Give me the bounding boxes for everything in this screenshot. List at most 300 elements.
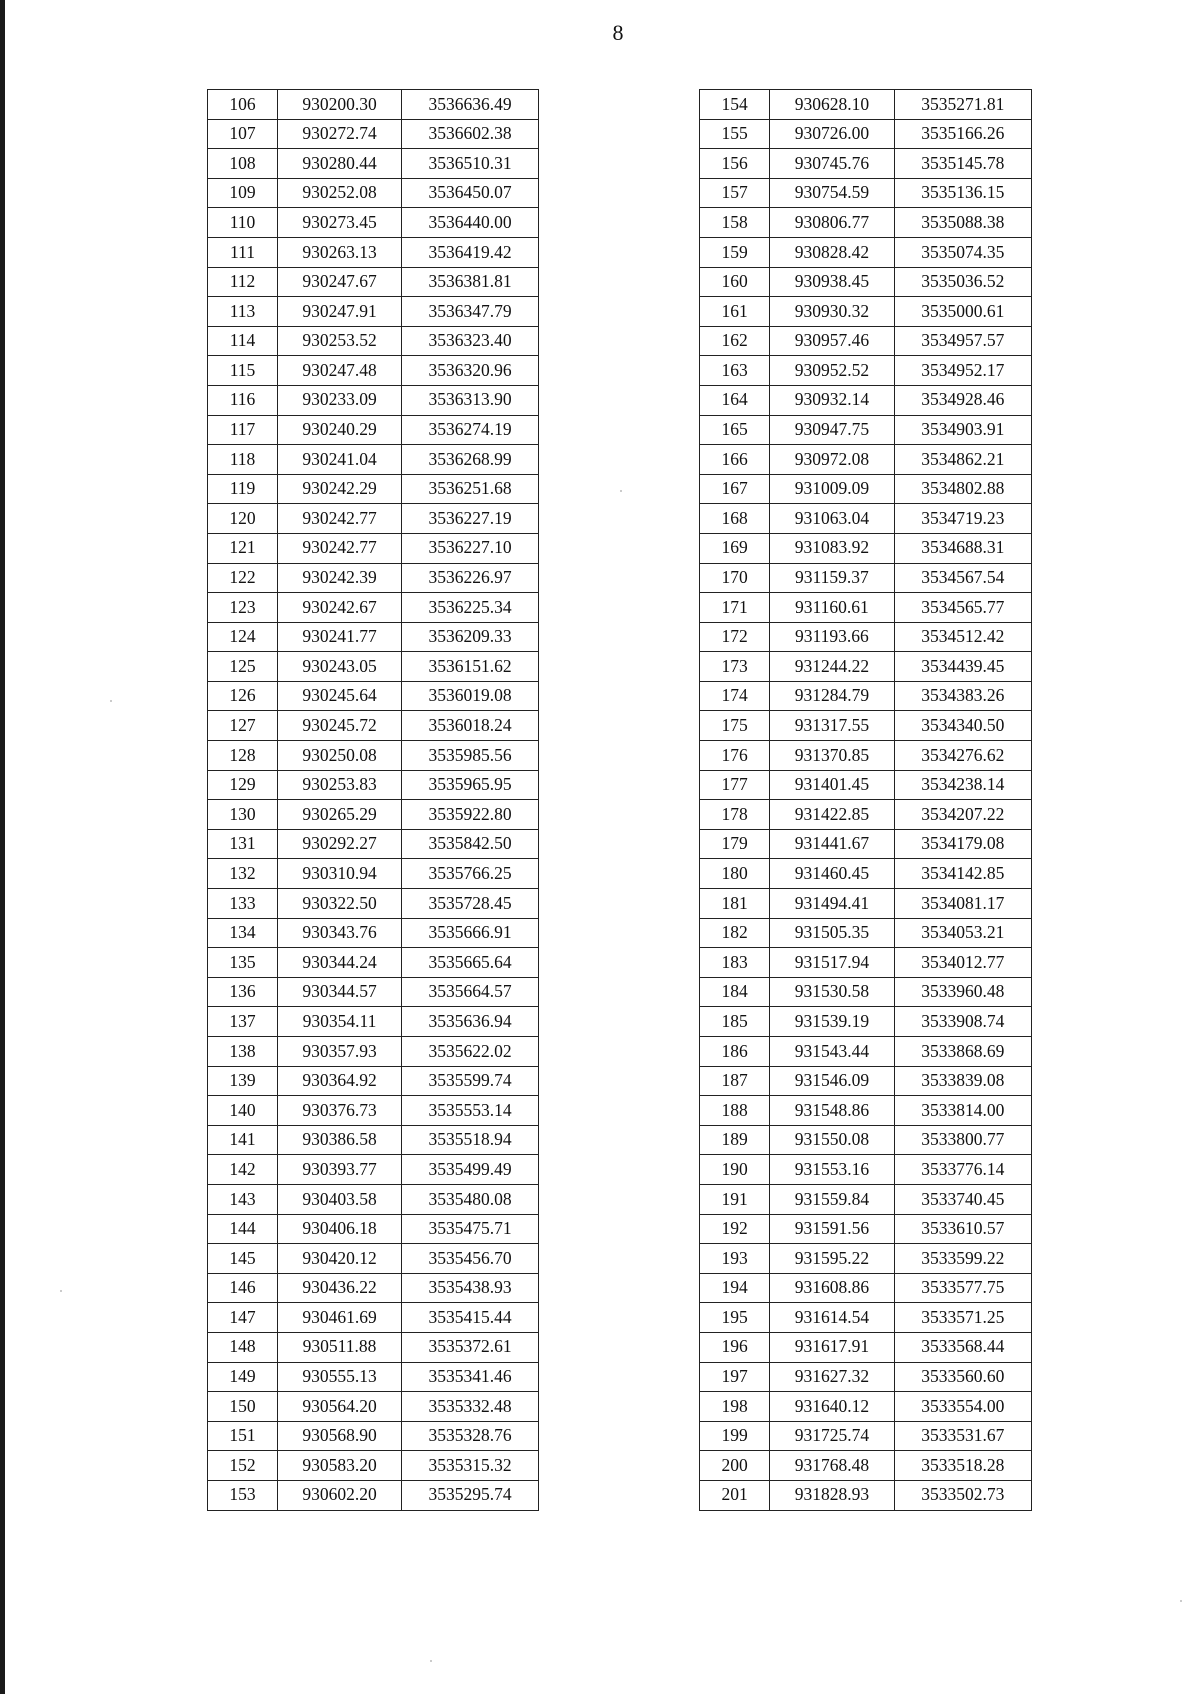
table-row [208,445,539,475]
point-number-cell: 189 [700,1125,770,1155]
y-coordinate-cell: 3535518.94 [402,1125,539,1155]
table-row [700,681,1032,711]
y-coordinate-cell: 3536419.42 [402,237,539,267]
point-number-cell: 117 [208,415,278,445]
point-number-cell: 160 [700,267,770,297]
y-coordinate-cell: 3536251.68 [402,474,539,504]
point-number-cell: 191 [700,1184,770,1214]
point-number-cell: 151 [208,1421,278,1451]
y-coordinate-cell: 3535665.64 [402,948,539,978]
table-row [700,1362,1032,1392]
point-number-cell: 154 [700,90,770,120]
point-number-cell: 124 [208,622,278,652]
x-coordinate-cell: 931284.79 [770,681,894,711]
table-row [208,770,539,800]
table-row [208,297,539,327]
table-row [700,178,1032,208]
point-number-cell: 131 [208,829,278,859]
table-row [700,385,1032,415]
y-coordinate-cell: 3535766.25 [402,859,539,889]
table-row [700,948,1032,978]
point-number-cell: 181 [700,889,770,919]
point-number-cell: 107 [208,119,278,149]
x-coordinate-cell: 930564.20 [278,1392,402,1422]
table-row [700,1096,1032,1126]
table-row [208,1421,539,1451]
y-coordinate-cell: 3535036.52 [894,267,1031,297]
point-number-cell: 149 [208,1362,278,1392]
point-number-cell: 184 [700,977,770,1007]
x-coordinate-cell: 931193.66 [770,622,894,652]
x-coordinate-cell: 930602.20 [278,1480,402,1510]
table-row [700,149,1032,179]
y-coordinate-cell: 3534012.77 [894,948,1031,978]
x-coordinate-cell: 931441.67 [770,829,894,859]
y-coordinate-cell: 3534565.77 [894,593,1031,623]
x-coordinate-cell: 930253.52 [278,326,402,356]
x-coordinate-cell: 930272.74 [278,119,402,149]
y-coordinate-cell: 3535438.93 [402,1273,539,1303]
point-number-cell: 153 [208,1480,278,1510]
point-number-cell: 113 [208,297,278,327]
y-coordinate-cell: 3533839.08 [894,1066,1031,1096]
y-coordinate-cell: 3535499.49 [402,1155,539,1185]
point-number-cell: 176 [700,741,770,771]
point-number-cell: 200 [700,1451,770,1481]
table-row [700,1332,1032,1362]
y-coordinate-cell: 3535295.74 [402,1480,539,1510]
y-coordinate-cell: 3535599.74 [402,1066,539,1096]
point-number-cell: 150 [208,1392,278,1422]
table-row [208,1155,539,1185]
y-coordinate-cell: 3535088.38 [894,208,1031,238]
table-row [700,1244,1032,1274]
table-row [700,711,1032,741]
y-coordinate-cell: 3534207.22 [894,800,1031,830]
table-row [208,652,539,682]
x-coordinate-cell: 930252.08 [278,178,402,208]
table-row [700,563,1032,593]
y-coordinate-cell: 3533531.67 [894,1421,1031,1451]
y-coordinate-cell: 3535000.61 [894,297,1031,327]
table-row [700,1392,1032,1422]
y-coordinate-cell: 3535664.57 [402,977,539,1007]
table-row [700,593,1032,623]
x-coordinate-cell: 930555.13 [278,1362,402,1392]
x-coordinate-cell: 930726.00 [770,119,894,149]
point-number-cell: 182 [700,918,770,948]
point-number-cell: 128 [208,741,278,771]
y-coordinate-cell: 3535842.50 [402,829,539,859]
point-number-cell: 144 [208,1214,278,1244]
y-coordinate-cell: 3535553.14 [402,1096,539,1126]
y-coordinate-cell: 3535666.91 [402,918,539,948]
x-coordinate-cell: 930436.22 [278,1273,402,1303]
y-coordinate-cell: 3536602.38 [402,119,539,149]
y-coordinate-cell: 3535145.78 [894,149,1031,179]
point-number-cell: 157 [700,178,770,208]
point-number-cell: 115 [208,356,278,386]
x-coordinate-cell: 930932.14 [770,385,894,415]
table-row [208,1451,539,1481]
x-coordinate-cell: 930322.50 [278,889,402,919]
y-coordinate-cell: 3534957.57 [894,326,1031,356]
table-row [208,1037,539,1067]
table-row [700,977,1032,1007]
point-number-cell: 109 [208,178,278,208]
x-coordinate-cell: 930828.42 [770,237,894,267]
point-number-cell: 164 [700,385,770,415]
table-row [208,889,539,919]
point-number-cell: 138 [208,1037,278,1067]
y-coordinate-cell: 3535074.35 [894,237,1031,267]
x-coordinate-cell: 930240.29 [278,415,402,445]
point-number-cell: 163 [700,356,770,386]
x-coordinate-cell: 931530.58 [770,977,894,1007]
table-row [208,504,539,534]
point-number-cell: 186 [700,1037,770,1067]
x-coordinate-cell: 931494.41 [770,889,894,919]
x-coordinate-cell: 930263.13 [278,237,402,267]
table-row [208,1244,539,1274]
table-row [208,681,539,711]
table-row [208,1332,539,1362]
table-row [208,859,539,889]
y-coordinate-cell: 3535622.02 [402,1037,539,1067]
point-number-cell: 118 [208,445,278,475]
table-row [700,267,1032,297]
x-coordinate-cell: 930745.76 [770,149,894,179]
y-coordinate-cell: 3536381.81 [402,267,539,297]
x-coordinate-cell: 930245.72 [278,711,402,741]
y-coordinate-cell: 3535315.32 [402,1451,539,1481]
y-coordinate-cell: 3536323.40 [402,326,539,356]
table-row [700,1037,1032,1067]
table-row [700,622,1032,652]
table-row [208,385,539,415]
point-number-cell: 177 [700,770,770,800]
point-number-cell: 134 [208,918,278,948]
point-number-cell: 167 [700,474,770,504]
y-coordinate-cell: 3534903.91 [894,415,1031,445]
x-coordinate-cell: 931608.86 [770,1273,894,1303]
point-number-cell: 108 [208,149,278,179]
x-coordinate-cell: 931548.86 [770,1096,894,1126]
x-coordinate-cell: 930393.77 [278,1155,402,1185]
y-coordinate-cell: 3536209.33 [402,622,539,652]
point-number-cell: 152 [208,1451,278,1481]
point-number-cell: 146 [208,1273,278,1303]
point-number-cell: 140 [208,1096,278,1126]
table-row [208,977,539,1007]
y-coordinate-cell: 3536320.96 [402,356,539,386]
y-coordinate-cell: 3536313.90 [402,385,539,415]
table-row [700,415,1032,445]
y-coordinate-cell: 3534719.23 [894,504,1031,534]
point-number-cell: 169 [700,533,770,563]
point-number-cell: 168 [700,504,770,534]
point-number-cell: 161 [700,297,770,327]
point-number-cell: 145 [208,1244,278,1274]
coordinate-table-left-body [208,90,539,1511]
point-number-cell: 156 [700,149,770,179]
x-coordinate-cell: 930241.77 [278,622,402,652]
coordinate-table-left [207,89,539,1511]
y-coordinate-cell: 3536347.79 [402,297,539,327]
x-coordinate-cell: 930310.94 [278,859,402,889]
y-coordinate-cell: 3536226.97 [402,563,539,593]
y-coordinate-cell: 3534688.31 [894,533,1031,563]
y-coordinate-cell: 3535728.45 [402,889,539,919]
x-coordinate-cell: 930938.45 [770,267,894,297]
x-coordinate-cell: 931244.22 [770,652,894,682]
x-coordinate-cell: 930292.27 [278,829,402,859]
table-row [208,237,539,267]
x-coordinate-cell: 930461.69 [278,1303,402,1333]
table-row [700,297,1032,327]
table-row [700,741,1032,771]
point-number-cell: 174 [700,681,770,711]
y-coordinate-cell: 3534567.54 [894,563,1031,593]
point-number-cell: 196 [700,1332,770,1362]
x-coordinate-cell: 930245.64 [278,681,402,711]
x-coordinate-cell: 931828.93 [770,1480,894,1510]
point-number-cell: 114 [208,326,278,356]
table-row [208,918,539,948]
y-coordinate-cell: 3533577.75 [894,1273,1031,1303]
x-coordinate-cell: 931159.37 [770,563,894,593]
table-row [208,563,539,593]
y-coordinate-cell: 3535271.81 [894,90,1031,120]
point-number-cell: 180 [700,859,770,889]
table-row [700,1184,1032,1214]
table-row [700,1451,1032,1481]
y-coordinate-cell: 3533560.60 [894,1362,1031,1392]
point-number-cell: 112 [208,267,278,297]
point-number-cell: 159 [700,237,770,267]
table-row [208,326,539,356]
y-coordinate-cell: 3536225.34 [402,593,539,623]
point-number-cell: 119 [208,474,278,504]
point-number-cell: 148 [208,1332,278,1362]
x-coordinate-cell: 931401.45 [770,770,894,800]
table-row [700,1007,1032,1037]
x-coordinate-cell: 930243.05 [278,652,402,682]
table-row [700,1066,1032,1096]
x-coordinate-cell: 930233.09 [278,385,402,415]
table-row [208,948,539,978]
y-coordinate-cell: 3533568.44 [894,1332,1031,1362]
point-number-cell: 188 [700,1096,770,1126]
y-coordinate-cell: 3536440.00 [402,208,539,238]
point-number-cell: 178 [700,800,770,830]
point-number-cell: 121 [208,533,278,563]
x-coordinate-cell: 930930.32 [770,297,894,327]
point-number-cell: 199 [700,1421,770,1451]
table-row [700,800,1032,830]
y-coordinate-cell: 3534512.42 [894,622,1031,652]
x-coordinate-cell: 931617.91 [770,1332,894,1362]
x-coordinate-cell: 930357.93 [278,1037,402,1067]
point-number-cell: 198 [700,1392,770,1422]
point-number-cell: 183 [700,948,770,978]
point-number-cell: 172 [700,622,770,652]
table-row [700,445,1032,475]
table-row [700,326,1032,356]
point-number-cell: 126 [208,681,278,711]
coordinate-table-right [699,89,1032,1511]
x-coordinate-cell: 931591.56 [770,1214,894,1244]
scan-speck [1180,1600,1182,1602]
x-coordinate-cell: 931768.48 [770,1451,894,1481]
x-coordinate-cell: 930947.75 [770,415,894,445]
x-coordinate-cell: 930253.83 [278,770,402,800]
x-coordinate-cell: 930247.67 [278,267,402,297]
table-row [208,711,539,741]
y-coordinate-cell: 3533502.73 [894,1480,1031,1510]
point-number-cell: 165 [700,415,770,445]
table-row [208,356,539,386]
table-row [700,119,1032,149]
y-coordinate-cell: 3533554.00 [894,1392,1031,1422]
table-row [208,149,539,179]
table-row [208,1184,539,1214]
x-coordinate-cell: 930583.20 [278,1451,402,1481]
table-row [208,1214,539,1244]
point-number-cell: 195 [700,1303,770,1333]
table-row [700,1303,1032,1333]
x-coordinate-cell: 930364.92 [278,1066,402,1096]
y-coordinate-cell: 3534276.62 [894,741,1031,771]
point-number-cell: 155 [700,119,770,149]
x-coordinate-cell: 931460.45 [770,859,894,889]
table-row [208,267,539,297]
x-coordinate-cell: 930247.91 [278,297,402,327]
x-coordinate-cell: 930376.73 [278,1096,402,1126]
x-coordinate-cell: 931539.19 [770,1007,894,1037]
x-coordinate-cell: 930754.59 [770,178,894,208]
point-number-cell: 137 [208,1007,278,1037]
x-coordinate-cell: 930511.88 [278,1332,402,1362]
x-coordinate-cell: 931370.85 [770,741,894,771]
y-coordinate-cell: 3535415.44 [402,1303,539,1333]
x-coordinate-cell: 931505.35 [770,918,894,948]
table-row [208,741,539,771]
y-coordinate-cell: 3533599.22 [894,1244,1031,1274]
y-coordinate-cell: 3536018.24 [402,711,539,741]
x-coordinate-cell: 931063.04 [770,504,894,534]
point-number-cell: 193 [700,1244,770,1274]
y-coordinate-cell: 3534802.88 [894,474,1031,504]
table-row [700,474,1032,504]
table-row [700,889,1032,919]
table-row [208,800,539,830]
table-row [208,1066,539,1096]
y-coordinate-cell: 3533800.77 [894,1125,1031,1155]
table-row [208,533,539,563]
point-number-cell: 192 [700,1214,770,1244]
coordinate-table-right-body [700,90,1032,1511]
x-coordinate-cell: 931160.61 [770,593,894,623]
x-coordinate-cell: 931559.84 [770,1184,894,1214]
table-row [208,415,539,445]
point-number-cell: 132 [208,859,278,889]
x-coordinate-cell: 930250.08 [278,741,402,771]
table-row [208,593,539,623]
table-row [700,1480,1032,1510]
x-coordinate-cell: 930957.46 [770,326,894,356]
x-coordinate-cell: 930200.30 [278,90,402,120]
x-coordinate-cell: 931422.85 [770,800,894,830]
y-coordinate-cell: 3534081.17 [894,889,1031,919]
point-number-cell: 190 [700,1155,770,1185]
x-coordinate-cell: 931595.22 [770,1244,894,1274]
y-coordinate-cell: 3535332.48 [402,1392,539,1422]
x-coordinate-cell: 931550.08 [770,1125,894,1155]
y-coordinate-cell: 3535636.94 [402,1007,539,1037]
y-coordinate-cell: 3535341.46 [402,1362,539,1392]
y-coordinate-cell: 3534142.85 [894,859,1031,889]
point-number-cell: 170 [700,563,770,593]
table-row [208,1392,539,1422]
x-coordinate-cell: 931083.92 [770,533,894,563]
y-coordinate-cell: 3534340.50 [894,711,1031,741]
point-number-cell: 147 [208,1303,278,1333]
point-number-cell: 135 [208,948,278,978]
x-coordinate-cell: 931546.09 [770,1066,894,1096]
scan-speck [430,1660,432,1662]
table-row [208,1007,539,1037]
point-number-cell: 123 [208,593,278,623]
y-coordinate-cell: 3536268.99 [402,445,539,475]
x-coordinate-cell: 931553.16 [770,1155,894,1185]
table-row [208,178,539,208]
x-coordinate-cell: 930280.44 [278,149,402,179]
point-number-cell: 143 [208,1184,278,1214]
y-coordinate-cell: 3534383.26 [894,681,1031,711]
x-coordinate-cell: 931317.55 [770,711,894,741]
x-coordinate-cell: 930265.29 [278,800,402,830]
y-coordinate-cell: 3533571.25 [894,1303,1031,1333]
x-coordinate-cell: 931517.94 [770,948,894,978]
page-number: 8 [612,20,624,45]
x-coordinate-cell: 930242.29 [278,474,402,504]
y-coordinate-cell: 3534238.14 [894,770,1031,800]
table-row [208,119,539,149]
point-number-cell: 116 [208,385,278,415]
y-coordinate-cell: 3534053.21 [894,918,1031,948]
table-row [700,859,1032,889]
point-number-cell: 141 [208,1125,278,1155]
y-coordinate-cell: 3535372.61 [402,1332,539,1362]
y-coordinate-cell: 3534179.08 [894,829,1031,859]
x-coordinate-cell: 930344.57 [278,977,402,1007]
y-coordinate-cell: 3535965.95 [402,770,539,800]
y-coordinate-cell: 3535480.08 [402,1184,539,1214]
table-row [208,1303,539,1333]
table-row [208,829,539,859]
y-coordinate-cell: 3535456.70 [402,1244,539,1274]
point-number-cell: 166 [700,445,770,475]
point-number-cell: 142 [208,1155,278,1185]
y-coordinate-cell: 3536274.19 [402,415,539,445]
point-number-cell: 162 [700,326,770,356]
table-row [208,1096,539,1126]
point-number-cell: 122 [208,563,278,593]
x-coordinate-cell: 930242.77 [278,533,402,563]
point-number-cell: 129 [208,770,278,800]
y-coordinate-cell: 3535166.26 [894,119,1031,149]
